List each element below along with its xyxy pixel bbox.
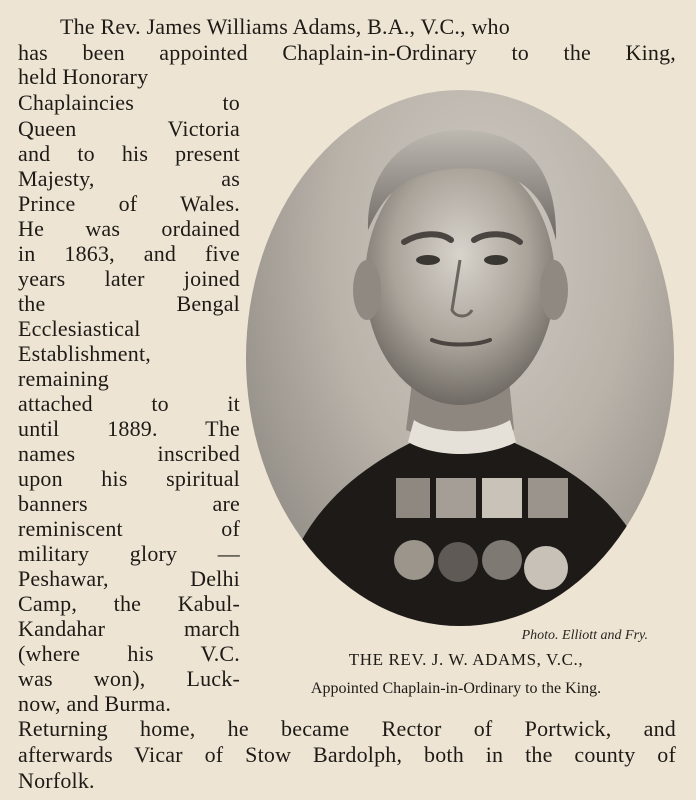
article-line: afterwards Vicar of Stow Bardolph, both in the county of <box>18 742 676 767</box>
article-line: Majesty, as <box>18 166 240 191</box>
article-line: has been appointed Chaplain-in-Ordinary to the King, <box>18 40 676 65</box>
article-line: until 1889. The <box>18 416 240 441</box>
article-line: Ecclesiastical <box>18 316 141 341</box>
article-line: Prince of Wales. <box>18 191 240 216</box>
article-line: remaining <box>18 366 109 391</box>
article-line: upon his spiritual <box>18 466 240 491</box>
article-line: was won), Luck- <box>18 666 240 691</box>
article-line: and to his present <box>18 141 240 166</box>
article-line: in 1863, and five <box>18 241 240 266</box>
caption-title: THE REV. J. W. ADAMS, V.C., <box>348 650 584 669</box>
article-line: names inscribed <box>18 441 240 466</box>
article-line: years later joined <box>18 266 240 291</box>
article-line: now, and Burma. <box>18 691 172 716</box>
article-line: Peshawar, Delhi <box>18 566 240 591</box>
caption-subtitle: Appointed Chaplain-in-Ordinary to the King. <box>310 680 602 697</box>
article-line: banners are <box>18 491 240 516</box>
photo-credit: Photo. Elliott and Fry. <box>521 628 648 643</box>
article-line: Kandahar march <box>18 616 240 641</box>
article-line: Queen Victoria <box>18 116 240 141</box>
article-line: Camp, the Kabul- <box>18 591 240 616</box>
portrait-photograph <box>246 90 674 626</box>
article-line: Chaplaincies to <box>18 90 240 115</box>
article-line: held Honorary <box>18 64 149 89</box>
article-line: Returning home, he became Rector of Portwick, and <box>18 716 676 741</box>
article-line: the Bengal <box>18 291 240 316</box>
article-line: Establishment, <box>18 341 151 366</box>
article-line: Norfolk. <box>18 768 95 793</box>
article-line: The Rev. James Williams Adams, B.A., V.C., who <box>60 14 510 39</box>
article-line: (where his V.C. <box>18 641 240 666</box>
article-line: military glory — <box>18 541 240 566</box>
article-line: He was ordained <box>18 216 240 241</box>
article-line: reminiscent of <box>18 516 240 541</box>
article-line: attached to it <box>18 391 240 416</box>
